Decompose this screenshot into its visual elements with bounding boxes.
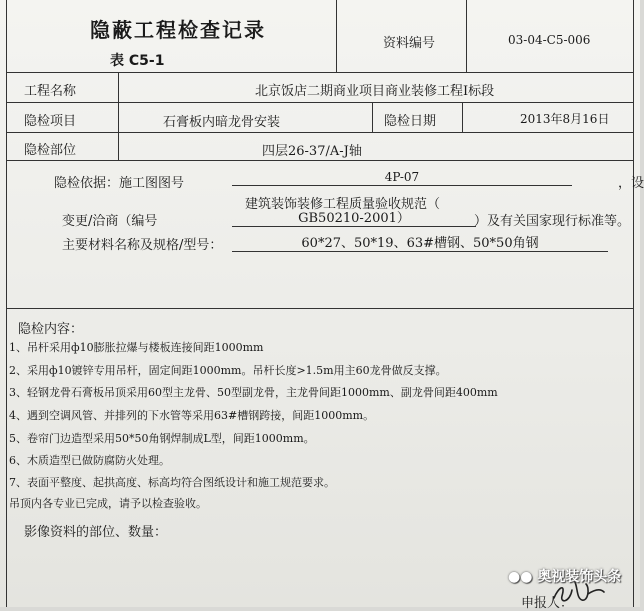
row-line <box>6 160 634 161</box>
row-line <box>6 102 634 103</box>
reporter-label: 申报人： <box>521 596 574 611</box>
content-item-1: 1、吊杆采用ф10膨胀拉爆与楼板连接间距1000mm <box>9 341 264 354</box>
standard-suffix: ）及有关国家现行标准等。 <box>474 214 631 229</box>
inspection-item-value: 石膏板内暗龙骨安装 <box>163 115 281 130</box>
date-divider-2 <box>462 102 463 132</box>
form-number: 表 C5-1 <box>110 53 165 69</box>
inspection-location-value: 四层26-37/A-J轴 <box>262 144 362 159</box>
code-line-2: GB50210-2001） <box>232 207 476 227</box>
row-line <box>6 72 634 73</box>
page-title: 隐蔽工程检查记录 <box>90 18 266 42</box>
record-number-label: 资料编号 <box>383 36 436 51</box>
header-divider <box>336 0 337 72</box>
basis-label: 隐检依据：施工图图号 <box>54 176 185 191</box>
materials-value: 60*27、50*19、63#槽钢、50*50角钢 <box>232 232 608 252</box>
content-item-5: 5、卷帘门边造型采用50*50角钢焊制成L型，间距1000mm。 <box>9 432 315 445</box>
content-item-6: 6、木质造型已做防腐防火处理。 <box>9 454 170 467</box>
inspection-date-value: 2013年8月16日 <box>520 112 610 126</box>
date-divider <box>372 102 373 132</box>
row-line <box>6 132 634 133</box>
content-closing: 吊顶内各专业已完成，请予以检查验收。 <box>9 497 207 510</box>
materials-label: 主要材料名称及规格/型号： <box>62 238 223 253</box>
frame-right <box>633 0 634 607</box>
change-label: 变更/洽商（编号 <box>62 214 158 229</box>
content-item-2: 2、采用ф10镀锌专用吊杆，固定间距1000mm。吊杆长度>1.5m用主60龙骨做反支撑。 <box>9 364 447 377</box>
label-column-divider <box>118 72 119 160</box>
project-name-value: 北京饭店二期商业项目商业装修工程I标段 <box>255 84 495 99</box>
wechat-icon: ●● <box>508 569 533 585</box>
drawing-number: 4P-07 <box>232 170 572 186</box>
basis-trailing: ，设 <box>618 176 644 191</box>
content-item-7: 7、表面平整度、起拱高度、标高均符合图纸设计和施工规范要求。 <box>9 476 335 489</box>
project-name-label: 工程名称 <box>24 84 77 99</box>
code-line-1: 建筑装饰装修工程质量验收规范（ <box>245 197 441 212</box>
section-line <box>6 308 634 309</box>
content-heading: 隐检内容： <box>18 322 84 337</box>
content-item-3: 3、轻钢龙骨石膏板吊顶采用60型主龙骨、50型副龙骨，主龙骨间距1000mm、副龙骨间距400mm <box>9 386 498 399</box>
content-item-4: 4、遇到空调风管、并排列的下水管等采用63#槽钢跨接，间距1000mm。 <box>9 409 375 422</box>
header-divider-2 <box>466 0 467 72</box>
record-number: 03-04-C5-006 <box>508 33 591 47</box>
inspection-item-label: 隐检项目 <box>24 114 77 129</box>
frame-left <box>6 0 7 607</box>
watermark-text: ●● 奥视装饰头条 <box>508 569 622 585</box>
inspection-date-label: 隐检日期 <box>384 114 437 129</box>
inspection-location-label: 隐检部位 <box>24 143 77 158</box>
images-label: 影像资料的部位、数量： <box>24 525 168 540</box>
